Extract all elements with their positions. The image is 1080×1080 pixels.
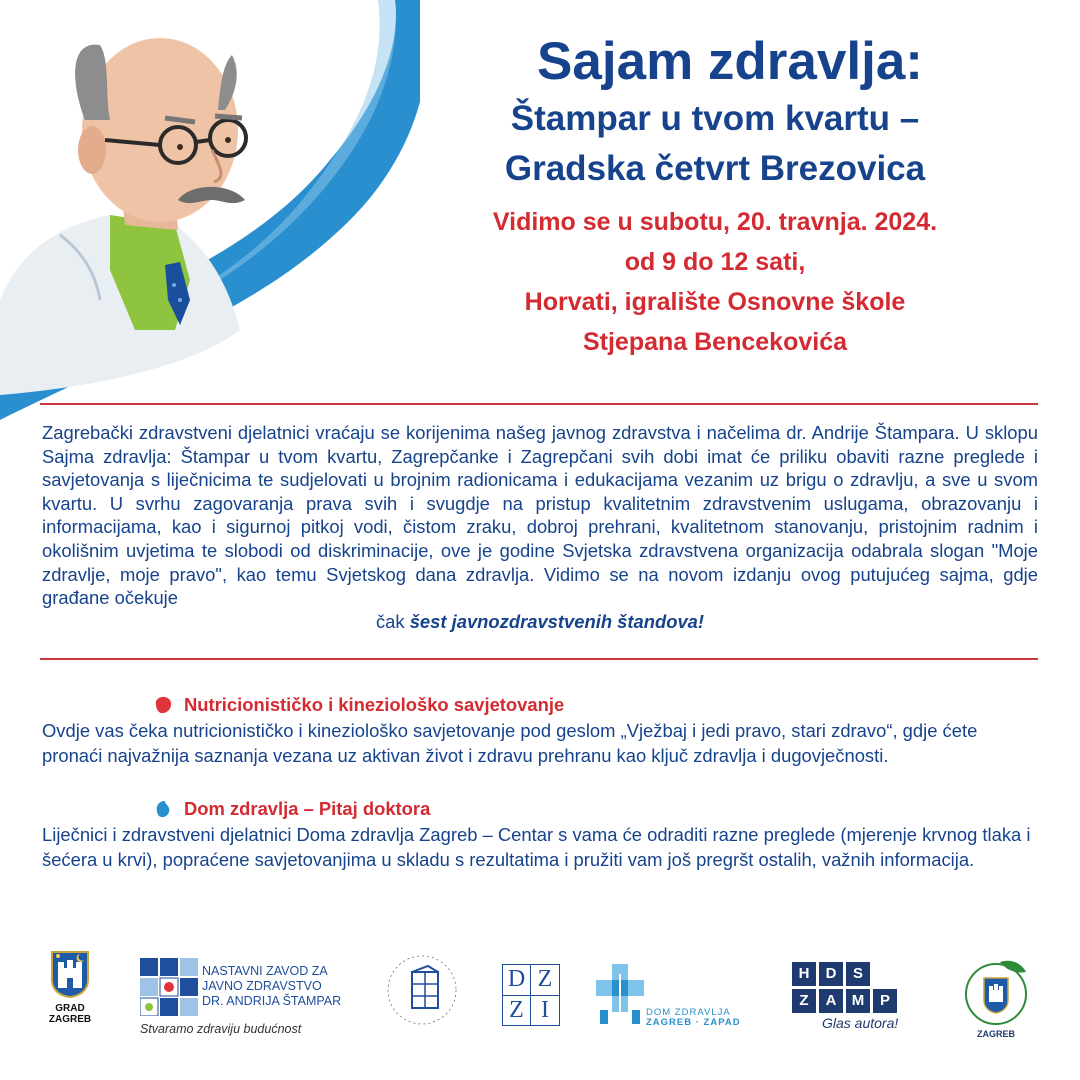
hds-letter: H — [792, 962, 816, 986]
event-time: od 9 do 12 sati, — [624, 248, 806, 276]
logo-caption: JAVNO ZDRAVSTVO — [202, 979, 322, 993]
intro-text: Zagrebački zdravstveni djelatnici vraćaju se korijenima našeg javnog zdravstva i načelima dr. Andrije Štampara. U sklopu Sajma zdravlja: Štampar u tvom kvartu, Zagrepčanke i Zagrepčani svih dobi imat će priliku obaviti razne preglede i savjetovanja s liječnicima te sudjelovati u brojnim radionicama i edukacijama vezanim uz brigu o zdravlju, a sve u svom kvartu. U svrhu zagovaranja prava svih i svugdje na pristup kvalitetnim zdravstvenim uslugama, obrazovanju i informacijama, kao i sigurnoj pitkoj vodi, čistom zraku, dobroj prehrani, kvalitetnom stanovanju, pristojnim radnim i okolišnim uvjetima te slobodi od diskriminacije, ove je godine Svjetska zdravstvena organizacija odabrala slogan "Moje zdravlje, moje pravo", kao temu Svjetskog dana zdravlja. Vidimo se na novom izdanju ovog putujućeg sajma, gdje građane očekuje — [42, 422, 1038, 609]
zamp-letter: Z — [792, 989, 816, 1013]
logo-hds-zamp — [792, 962, 902, 1031]
intro-last-line — [42, 610, 1038, 634]
logo-grad-zagreb — [44, 950, 96, 1025]
header — [440, 30, 1080, 362]
dzzi-letter: D — [503, 965, 531, 996]
section-heading — [154, 796, 1038, 822]
healthy-city-apple-icon — [960, 956, 1032, 1028]
dz-zapad-cross-icon — [596, 964, 644, 1026]
page-title: Sajam zdravlja: — [537, 32, 923, 91]
event-date: Vidimo se u subotu, 20. travnja. 2024. — [492, 208, 938, 236]
nzjz-grid-icon — [140, 958, 198, 1016]
logo-caption: ZAGREB · ZAPAD — [646, 1017, 741, 1028]
partner-logos — [0, 950, 1080, 1050]
section-body-doctor: Liječnici i zdravstveni djelatnici Doma zdravlja Zagreb – Centar s vama će odraditi razne preglede (mjerenje krvnog tlaka i šećera u krvi), popraćene savjetovanjima u skladu s rezultatima i pružiti vam još pregršt ostalih, važnih informacija. — [42, 824, 1031, 870]
section-nutrition — [42, 692, 1038, 768]
intro-last-prefix: čak — [375, 610, 410, 632]
logo-caption: DR. ANDRIJA ŠTAMPAR — [202, 994, 342, 1008]
zamp-letter: P — [873, 989, 897, 1013]
logo-dzzi — [502, 964, 560, 1026]
intro-emphasis: šest javnozdravstvenih štandova! — [409, 610, 705, 632]
section-heading — [154, 692, 1038, 718]
event-location: Horvati, igralište Osnovne škole — [524, 288, 906, 316]
dz-centar-building-icon — [382, 950, 462, 1030]
zamp-letter: M — [846, 989, 870, 1013]
logo-slogan: Glas autora! — [822, 1015, 899, 1031]
section-title-doctor: Dom zdravlja – Pitaj doktora — [184, 798, 431, 819]
section-doctor — [42, 796, 1038, 872]
intro-paragraph — [42, 421, 1038, 633]
logo-dz-centar — [382, 950, 462, 1035]
dzzi-letter: Z — [503, 996, 531, 1026]
subtitle-line-2: Gradska četvrt Brezovica — [504, 149, 926, 188]
section-title-nutrition: Nutricionističko i kineziološko savjetovanje — [184, 694, 565, 715]
event-details — [350, 202, 1080, 362]
divider-top — [40, 403, 1038, 405]
divider-bottom — [40, 658, 1038, 660]
hds-letter: S — [846, 962, 870, 986]
subtitle-line-1: Štampar u tvom kvartu – — [510, 99, 920, 138]
section-body-nutrition: Ovdje vas čeka nutricionističko i kineziološko savjetovanje pod geslom „Vježbaj i jedi pravo, stari zdravo“, gdje ćete pronaći najvažnija saznanja vezana uz aktivan život i zdravu prehranu kao ključ zdravlja i dugovječnosti. — [42, 720, 978, 766]
blue-drop-bullet-icon — [154, 800, 172, 818]
logo-caption: NASTAVNI ZAVOD ZA — [202, 964, 328, 978]
zamp-letter: A — [819, 989, 843, 1013]
red-drop-bullet-icon — [154, 696, 172, 714]
logo-slogan: Stvaramo zdraviju budućnost — [140, 1022, 302, 1036]
logo-caption: DOM ZDRAVLJA — [646, 1007, 731, 1018]
zagreb-coat-of-arms-icon — [50, 950, 90, 998]
logo-caption: ZAGREB — [48, 1014, 92, 1025]
dzzi-letter: Z — [531, 965, 559, 996]
dzzi-letter: I — [541, 996, 549, 1023]
hds-letter: D — [819, 962, 843, 986]
logo-caption: GRAD — [55, 1003, 85, 1014]
logo-caption: ZAGREB — [977, 1029, 1015, 1039]
logo-healthy-city-zagreb — [956, 956, 1036, 1039]
event-location-school: Stjepana Bencekovića — [582, 328, 847, 356]
